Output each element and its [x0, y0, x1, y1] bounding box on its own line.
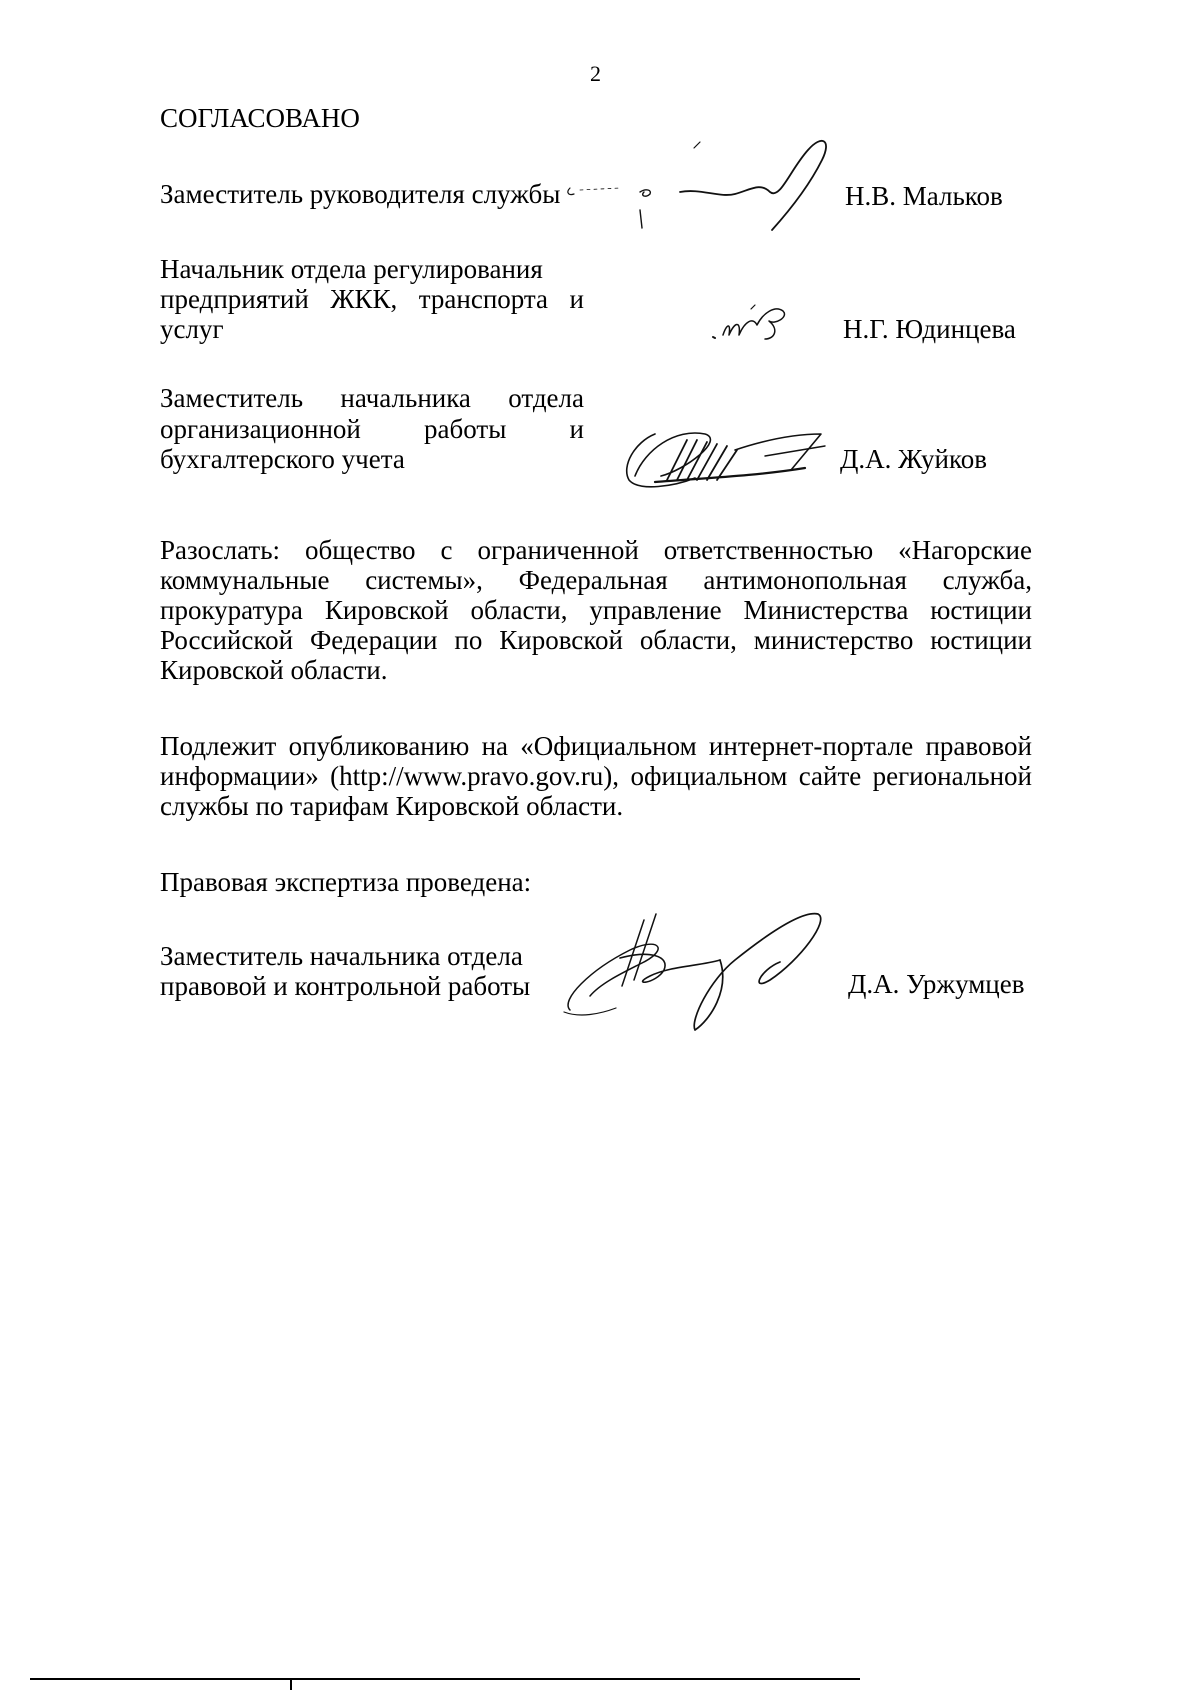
signatory-2-position-line-1: Начальник отдела регулирования — [160, 254, 543, 284]
distribution-line-3: прокуратура Кировской области, управление Министерства юстиции — [160, 595, 1032, 625]
signatory-3-position-line-1: Заместитель начальника отдела — [160, 383, 584, 413]
signatory-1-name: Н.В. Мальков — [845, 181, 1003, 211]
signatory-3-position-line-2: организационной работы и — [160, 414, 584, 444]
signatory-2-position-line-3: услуг — [160, 314, 224, 344]
signatory-2-name: Н.Г. Юдинцева — [843, 314, 1016, 344]
legal-review-heading: Правовая экспертиза проведена: — [160, 867, 532, 897]
signatory-2-position-line-2: предприятий ЖКК, транспорта и — [160, 284, 584, 314]
publication-line-1: Подлежит опубликованию на «Официальном интернет-портале правовой — [160, 731, 1032, 761]
signature-3 — [615, 420, 845, 500]
approval-heading: СОГЛАСОВАНО — [160, 103, 360, 133]
distribution-line-5: Кировской области. — [160, 655, 388, 685]
bottom-rule-tick — [290, 1680, 292, 1690]
page-number: 2 — [590, 61, 601, 86]
signatory-3-name: Д.А. Жуйков — [840, 444, 987, 474]
publication-line-3: службы по тарифам Кировской области. — [160, 791, 624, 821]
legal-review-name: Д.А. Уржумцев — [848, 969, 1025, 999]
bottom-rule — [30, 1678, 860, 1680]
distribution-line-1: Разослать: общество с ограниченной ответственностью «Нагорские — [160, 535, 1032, 565]
signature-2 — [705, 295, 805, 355]
publication-line-2: информации» (http://www.pravo.gov.ru), официальном сайте региональной — [160, 761, 1032, 791]
signature-1 — [560, 130, 860, 240]
distribution-line-2: коммунальные системы», Федеральная антимонопольная служба, — [160, 565, 1032, 595]
signatory-1-position: Заместитель руководителя службы — [160, 179, 561, 209]
legal-review-position-line-2: правовой и контрольной работы — [160, 971, 531, 1001]
legal-review-position-line-1: Заместитель начальника отдела — [160, 941, 523, 971]
distribution-line-4: Российской Федерации по Кировской области, министерство юстиции — [160, 625, 1032, 655]
signature-4 — [560, 900, 840, 1040]
signatory-3-position-line-3: бухгалтерского учета — [160, 444, 405, 474]
